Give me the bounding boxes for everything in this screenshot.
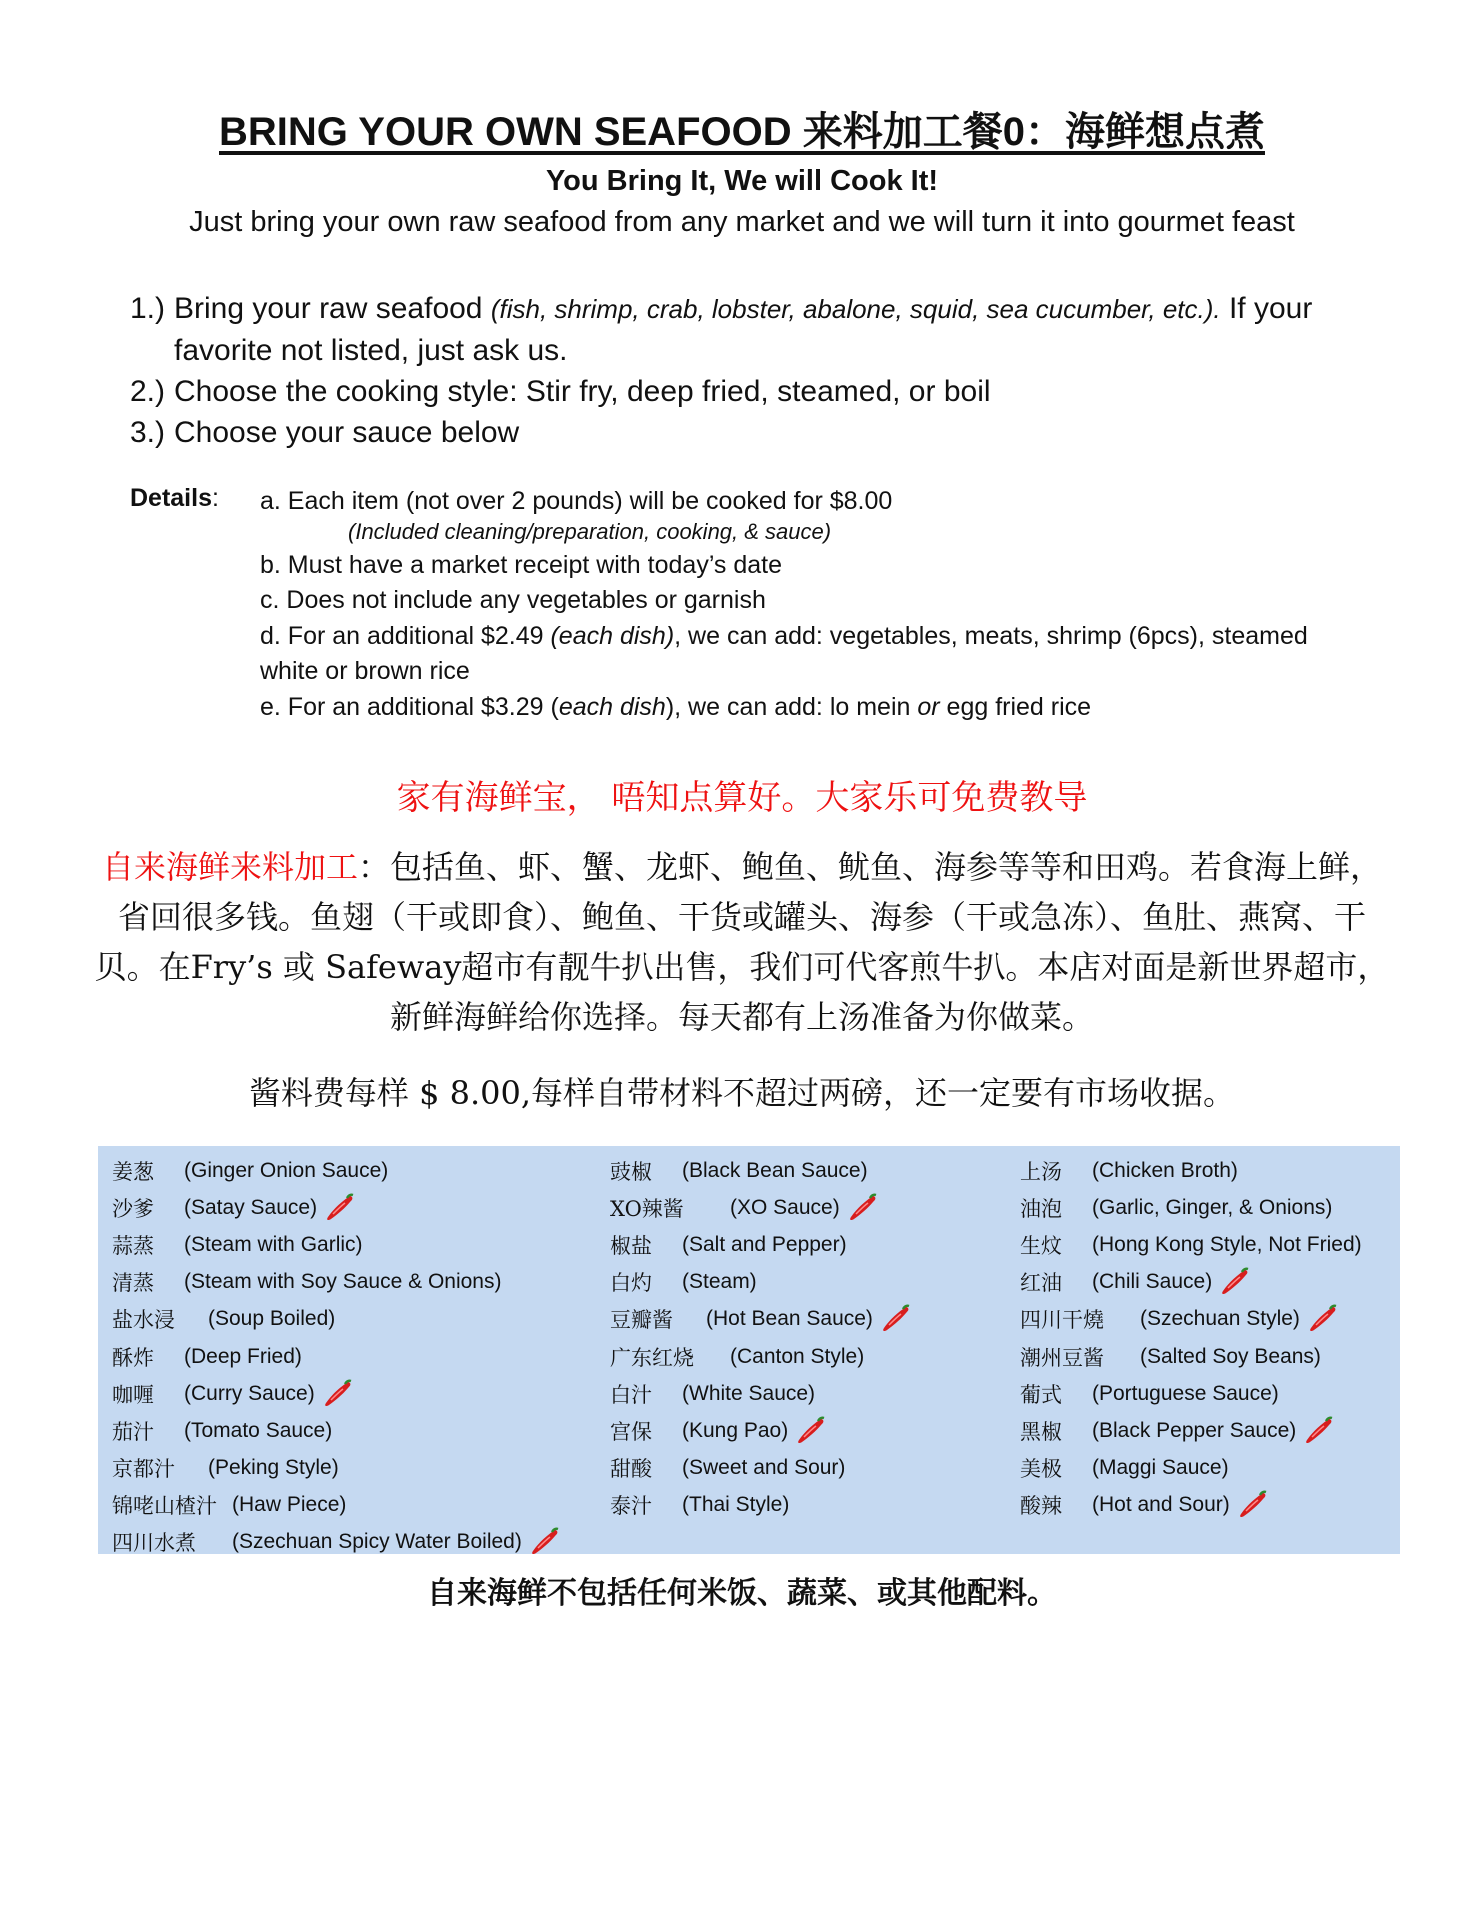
sauce-chinese-name: 酸辣 xyxy=(1020,1494,1062,1519)
detail-b: b. Must have a market receipt with today’s date xyxy=(260,550,783,579)
sauce-item xyxy=(1020,1226,1362,1263)
step-2: 2.) Choose the cooking style: Stir fry, deep fried, steamed, or boil xyxy=(130,375,991,408)
sauce-english-name: (Maggi Sauce) xyxy=(1092,1456,1229,1480)
sauce-item xyxy=(112,1301,562,1338)
chili-pepper-icon xyxy=(528,1527,562,1557)
sauce-english-name: (Salted Soy Beans) xyxy=(1140,1344,1321,1368)
sauce-english-name: (Szechuan Spicy Water Boiled) xyxy=(232,1530,522,1554)
chili-pepper-icon xyxy=(321,1379,355,1409)
sauce-item xyxy=(112,1487,562,1524)
page-subtitle: You Bring It, We will Cook It! xyxy=(545,165,939,197)
sauce-chinese-name: 黑椒 xyxy=(1020,1419,1062,1444)
sauce-item xyxy=(112,1524,562,1561)
sauce-english-name: (Garlic, Ginger, & Onions) xyxy=(1092,1195,1333,1219)
sauce-english-name: (XO Sauce) xyxy=(730,1195,840,1219)
sauce-english-name: (Szechuan Style) xyxy=(1140,1307,1300,1331)
sauce-english-name: (Tomato Sauce) xyxy=(184,1418,333,1442)
sauce-chinese-name: 咖喱 xyxy=(112,1382,154,1407)
sauce-chinese-name: 红油 xyxy=(1020,1271,1062,1296)
sauce-english-name: (Portuguese Sauce) xyxy=(1092,1381,1279,1405)
sauce-chinese-name: 白灼 xyxy=(610,1271,652,1296)
chili-pepper-icon xyxy=(794,1416,828,1446)
sauce-chinese-name: 酥炸 xyxy=(112,1345,154,1370)
sauce-chinese-name: 宫保 xyxy=(610,1419,652,1444)
chinese-description: 自来海鲜来料加工：包括鱼、虾、蟹、龙虾、鲍鱼、鱿鱼、海参等等和田鸡。若食海上鲜，省回很多钱。鱼翅（干或即食）、鲍鱼、干货或罐头、海参（干或急冻）、鱼肚、燕窝、干贝。在Fry’s 或 Safeway超市有靓牛扒出售，我们可代客煎牛扒。本店对面是新世界超市，新鲜海鲜给你选择。每天都有上汤准备为你做菜。 xyxy=(94,848,1390,1036)
sauce-item xyxy=(610,1412,913,1449)
sauce-item xyxy=(1020,1487,1362,1524)
sauce-chinese-name: 清蒸 xyxy=(112,1271,154,1296)
sauce-item xyxy=(610,1338,913,1375)
detail-c: c. Does not include any vegetables or garnish xyxy=(260,586,766,614)
sauce-item xyxy=(112,1412,562,1449)
sauce-chinese-name: 广东红烧 xyxy=(610,1345,694,1370)
sauce-english-name: (Deep Fried) xyxy=(184,1344,302,1368)
sauce-english-name: (Hong Kong Style, Not Fried) xyxy=(1092,1232,1362,1256)
sauce-chinese-name: 四川干燒 xyxy=(1020,1308,1104,1333)
sauce-item xyxy=(610,1264,913,1301)
sauce-chinese-name: 葡式 xyxy=(1020,1382,1062,1407)
intro-text: Just bring your own raw seafood from any market and we will turn it into gourmet feast xyxy=(189,206,1295,238)
sauce-chinese-name: 盐水浸 xyxy=(112,1308,175,1333)
footer-notice: 自来海鲜不包括任何米饭、蔬菜、或其他配料。 xyxy=(427,1576,1057,1611)
sauce-english-name: (Soup Boiled) xyxy=(208,1307,336,1331)
sauce-item xyxy=(112,1189,562,1226)
sauce-chinese-name: 京都汁 xyxy=(112,1457,175,1482)
sauce-english-name: (Kung Pao) xyxy=(682,1418,789,1442)
sauce-chinese-name: 茄汁 xyxy=(112,1419,154,1444)
sauce-english-name: (Black Bean Sauce) xyxy=(682,1158,868,1182)
sauce-item xyxy=(112,1338,562,1375)
sauce-chinese-name: 甜酸 xyxy=(610,1457,652,1482)
step-3: 3.) Choose your sauce below xyxy=(130,416,520,449)
sauce-column-2 xyxy=(610,1152,913,1524)
steps-list xyxy=(130,288,1370,453)
slogan: 家有海鲜宝， 唔知点算好。大家乐可免费教导 xyxy=(396,778,1088,818)
sauce-english-name: (Chicken Broth) xyxy=(1092,1158,1238,1182)
sauce-chinese-name: XO辣酱 xyxy=(610,1196,684,1221)
sauce-english-name: (Canton Style) xyxy=(730,1344,865,1368)
sauce-english-name: (White Sauce) xyxy=(682,1381,816,1405)
sauce-chinese-name: 椒盐 xyxy=(610,1233,652,1258)
sauce-item xyxy=(112,1226,562,1263)
sauce-chinese-name: 美极 xyxy=(1020,1457,1062,1482)
sauce-item xyxy=(610,1450,913,1487)
sauce-item xyxy=(112,1375,562,1412)
sauce-item xyxy=(112,1450,562,1487)
sauce-chinese-name: 沙爹 xyxy=(112,1196,154,1221)
step-1: 1.) Bring your raw seafood (fish, shrimp, crab, lobster, abalone, squid, sea cucumber, etc.). If your favorite not listed, just ask us. xyxy=(130,292,1313,367)
sauce-english-name: (Thai Style) xyxy=(682,1493,790,1517)
sauce-chinese-name: 豆瓣酱 xyxy=(610,1308,673,1333)
sauce-column-3 xyxy=(1020,1152,1362,1524)
sauce-item xyxy=(610,1301,913,1338)
sauce-item xyxy=(1020,1264,1362,1301)
sauce-english-name: (Hot Bean Sauce) xyxy=(706,1307,873,1331)
sauce-item xyxy=(1020,1338,1362,1375)
sauce-english-name: (Steam) xyxy=(682,1270,757,1294)
sauce-english-name: (Hot and Sour) xyxy=(1092,1493,1230,1517)
sauce-chinese-name: 生炆 xyxy=(1020,1233,1062,1258)
detail-e: e. For an additional $3.29 (each dish), we can add: lo mein or egg fried rice xyxy=(260,692,1092,721)
sauce-column-1 xyxy=(112,1152,562,1561)
chili-pepper-icon xyxy=(1302,1416,1336,1446)
sauce-chinese-name: 潮州豆酱 xyxy=(1020,1345,1104,1370)
sauce-english-name: (Salt and Pepper) xyxy=(682,1232,847,1256)
sauce-item xyxy=(1020,1450,1362,1487)
sauce-item xyxy=(112,1152,562,1189)
sauce-table xyxy=(98,1146,1400,1554)
sauce-english-name: (Haw Piece) xyxy=(232,1493,347,1517)
sauce-english-name: (Black Pepper Sauce) xyxy=(1092,1418,1297,1442)
sauce-item xyxy=(1020,1189,1362,1226)
details-list xyxy=(260,484,1370,725)
detail-d: d. For an additional $2.49 (each dish), we can add: vegetables, meats, shrimp (6pcs), steamed white or brown rice xyxy=(260,621,1308,685)
sauce-english-name: (Steam with Garlic) xyxy=(184,1232,363,1256)
chili-pepper-icon xyxy=(323,1193,357,1223)
sauce-chinese-name: 上汤 xyxy=(1020,1159,1062,1184)
sauce-chinese-name: 泰汁 xyxy=(610,1494,652,1519)
sauce-english-name: (Peking Style) xyxy=(208,1456,339,1480)
detail-a-note: (Included cleaning/preparation, cooking, & sauce) xyxy=(348,518,832,544)
sauce-item xyxy=(610,1487,913,1524)
sauce-english-name: (Satay Sauce) xyxy=(184,1195,318,1219)
chili-pepper-icon xyxy=(1236,1490,1270,1520)
chili-pepper-icon xyxy=(1306,1304,1340,1334)
sauce-english-name: (Chili Sauce) xyxy=(1092,1270,1213,1294)
sauce-chinese-name: 蒜蒸 xyxy=(112,1233,154,1258)
detail-a: a. Each item (not over 2 pounds) will be cooked for $8.00 xyxy=(260,487,893,515)
sauce-item xyxy=(1020,1412,1362,1449)
sauce-item xyxy=(112,1264,562,1301)
sauce-english-name: (Sweet and Sour) xyxy=(682,1456,846,1480)
sauce-chinese-name: 姜葱 xyxy=(112,1159,154,1184)
sauce-english-name: (Steam with Soy Sauce & Onions) xyxy=(184,1270,502,1294)
chili-pepper-icon xyxy=(846,1193,880,1223)
sauce-chinese-name: 油泡 xyxy=(1020,1196,1062,1221)
details-label: Details: xyxy=(130,484,219,512)
sauce-chinese-name: 豉椒 xyxy=(610,1159,652,1184)
page-title: BRING YOUR OWN SEAFOOD 来料加工餐0：海鲜想点煮 xyxy=(219,110,1265,154)
sauce-item xyxy=(1020,1152,1362,1189)
chili-pepper-icon xyxy=(1218,1267,1252,1297)
fee-notice: 酱料费每样 $ 8.00,每样自带材料不超过两磅，还一定要有市场收据。 xyxy=(248,1074,1236,1112)
sauce-item xyxy=(610,1226,913,1263)
sauce-chinese-name: 四川水煮 xyxy=(112,1531,196,1556)
sauce-english-name: (Ginger Onion Sauce) xyxy=(184,1158,389,1182)
sauce-item xyxy=(1020,1301,1362,1338)
sauce-item xyxy=(610,1189,913,1226)
sauce-item xyxy=(610,1375,913,1412)
sauce-chinese-name: 锦咾山楂汁 xyxy=(112,1494,217,1519)
chili-pepper-icon xyxy=(879,1304,913,1334)
sauce-chinese-name: 白汁 xyxy=(610,1382,652,1407)
sauce-item xyxy=(1020,1375,1362,1412)
sauce-english-name: (Curry Sauce) xyxy=(184,1381,315,1405)
sauce-item xyxy=(610,1152,913,1189)
